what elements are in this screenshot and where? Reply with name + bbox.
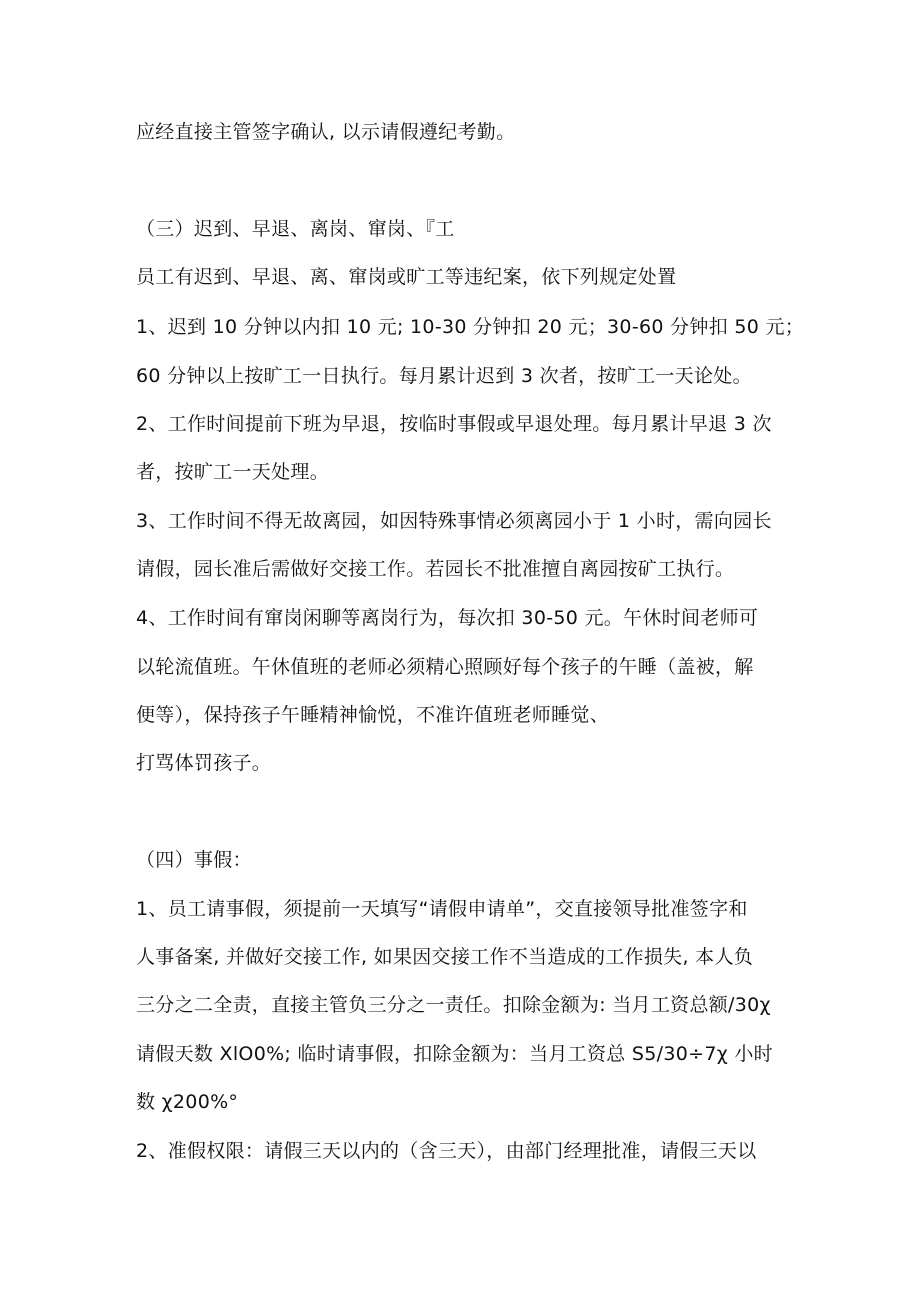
- section-3-line: 以轮流值班。午休值班的老师必须精心照顾好每个孩子的午睡（盖被，解: [136, 656, 754, 678]
- section-3-heading: （三）迟到、早退、离岗、窜岗、『工: [136, 218, 455, 240]
- section-3-line: 1、迟到 10 分钟以内扣 10 元; 10-30 分钟扣 20 元；30-60 分钟扣 50 元；: [136, 316, 805, 338]
- section-4-line: 请假天数 XlO0%; 临时请事假，扣除金额为：当月工资总 S5∕30÷7χ 小时: [136, 1043, 773, 1065]
- section-3-line: 便等），保持孩子午睡精神愉悦，不准许值班老师睡觉、: [136, 704, 610, 726]
- section-3-line: 员工有迟到、早退、离、窜岗或旷工等违纪案，依下列规定处置: [136, 266, 677, 288]
- section-4-line: 1、员工请事假，须提前一天填写“请假申请单”，交直接领导批准签字和: [136, 898, 748, 920]
- section-3-line: 打骂体罚孩子。: [136, 752, 272, 774]
- section-4-line: 人事备案, 并做好交接工作, 如果因交接工作不当造成的工作损失, 本人负: [136, 946, 754, 968]
- section-4-heading: （四）事假：: [136, 849, 252, 871]
- section-4-line: 数 χ200%°: [136, 1091, 239, 1113]
- section-4-line: 三分之二全责，直接主管负三分之一责任。扣除金额为: 当月工资总额∕30χ: [136, 994, 771, 1016]
- intro-line: 应经直接主管签字确认, 以示请假遵纪考勤。: [136, 121, 516, 143]
- section-3-line: 60 分钟以上按旷工一日执行。每月累计迟到 3 次者，按旷工一天论处。: [136, 365, 752, 387]
- section-3-line: 4、工作时间有窜岗闲聊等离岗行为，每次扣 30-50 元。午休时间老师可: [136, 607, 759, 629]
- section-4-line: 2、准假权限：请假三天以内的（含三天），由部门经理批准，请假三天以: [136, 1140, 757, 1162]
- section-3-line: 3、工作时间不得无故离园，如因特殊事情必须离园小于 1 小时，需向园长: [136, 510, 772, 532]
- section-3-line: 请假，园长准后需做好交接工作。若园长不批准擅自离园按矿工执行。: [136, 558, 735, 580]
- section-3-line: 2、工作时间提前下班为早退，按临时事假或早退处理。每月累计早退 3 次: [136, 413, 772, 435]
- section-3-line: 者，按旷工一天处理。: [136, 461, 330, 483]
